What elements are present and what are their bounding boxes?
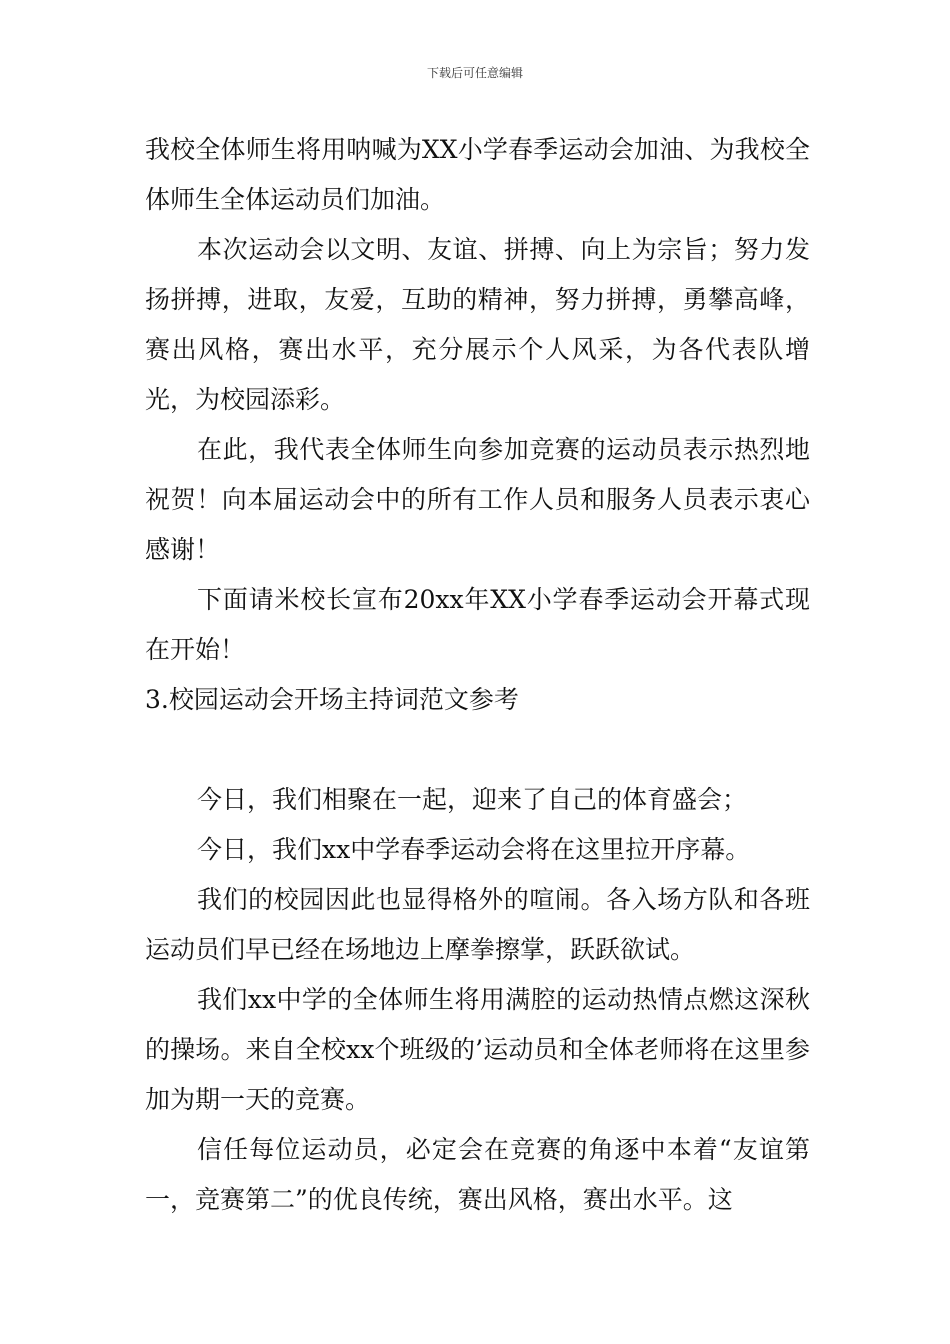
paragraph-1: 我校全体师生将用呐喊为XX小学春季运动会加油、为我校全体师生全体运动员们加油。 (145, 135, 810, 214)
blank-line (145, 725, 810, 775)
paragraph-7: 我们的校园因此也显得格外的喧闹。各入场方队和各班运动员们早已经在场地边上摩拳擦掌，跃跃欲试。 (145, 885, 810, 964)
document-body (145, 125, 810, 1225)
paragraph-3: 在此，我代表全体师生向参加竞赛的运动员表示热烈地祝贺！向本届运动会中的所有工作人员和服务人员表示衷心感谢！ (145, 435, 810, 564)
paragraph-2: 本次运动会以文明、友谊、拼搏、向上为宗旨；努力发扬拼搏，进取，友爱，互助的精神，努力拼搏，勇攀高峰，赛出风格，赛出水平，充分展示个人风采，为各代表队增光，为校园添彩。 (145, 235, 810, 414)
section-heading: 3.校园运动会开场主持词范文参考 (145, 685, 519, 714)
paragraph-9: 信任每位运动员，必定会在竞赛的角逐中本着“友谊第一，竞赛第二”的优良传统，赛出风格，赛出水平。这 (145, 1135, 810, 1214)
paragraph-8: 我们xx中学的全体师生将用满腔的运动热情点燃这深秋的操场。来自全校xx个班级的’运动员和全体老师将在这里参加为期一天的竞赛。 (145, 985, 810, 1114)
header-note: 下载后可任意编辑 (426, 66, 523, 80)
paragraph-4: 下面请米校长宣布20xx年XX小学春季运动会开幕式现在开始！ (145, 585, 810, 664)
paragraph-5: 今日，我们相聚在一起，迎来了自己的体育盛会； (197, 785, 748, 814)
paragraph-6: 今日，我们xx中学春季运动会将在这里拉开序幕。 (197, 835, 751, 864)
